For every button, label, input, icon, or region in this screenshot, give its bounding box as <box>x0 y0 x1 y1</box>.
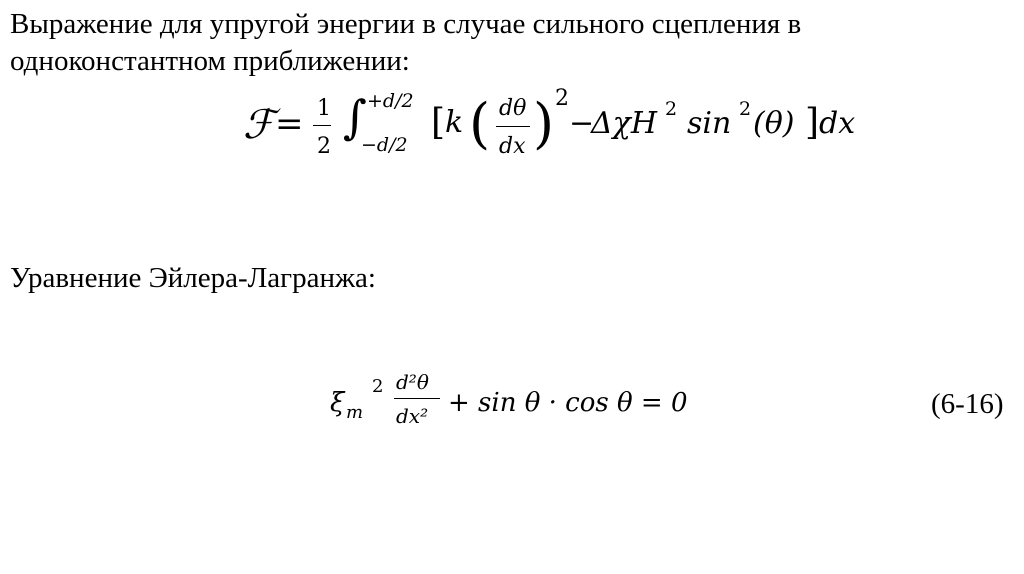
dx-differential: dx <box>819 106 856 141</box>
elastic-energy-formula <box>243 86 863 172</box>
elastic-constant-k: k <box>445 105 464 140</box>
delta-chi-h: ΔχH <box>591 106 658 141</box>
theta-argument: (θ) <box>753 106 795 141</box>
minus-sign: − <box>569 106 595 141</box>
open-bracket: [ <box>431 102 446 143</box>
close-bracket: ] <box>805 102 820 143</box>
derivative-denominator: dx <box>499 134 526 159</box>
integral-upper-limit: +d/2 <box>367 90 414 112</box>
xi-subscript: m <box>346 402 364 423</box>
derivative-fraction-bar <box>496 126 530 127</box>
sin-function: sin <box>687 106 732 141</box>
euler-lagrange-equation <box>330 368 750 438</box>
second-derivative-fraction-bar <box>394 398 440 399</box>
euler-lagrange-title: Уравнение Эйлера-Лагранжа: <box>10 262 376 294</box>
second-derivative-numerator: d²θ <box>396 370 429 394</box>
derivative-numerator: dθ <box>499 96 527 121</box>
free-energy-symbol: ℱ <box>243 102 275 148</box>
half-fraction-bar <box>313 125 331 126</box>
half-numerator: 1 <box>317 96 331 121</box>
sin-square-power: 2 <box>739 98 752 120</box>
integral-lower-limit: −d/2 <box>361 134 408 156</box>
equation-remainder: + sin θ · cos θ = 0 <box>448 388 688 418</box>
equals-sign: = <box>275 104 304 144</box>
xi-symbol: ξ <box>330 388 345 418</box>
intro-text: Выражение для упругой энергии в случае сильного сцепления в одноконстантном приближении: <box>10 8 802 77</box>
h-square-power: 2 <box>665 98 678 120</box>
close-paren: ) <box>533 92 555 155</box>
second-derivative-denominator: dx² <box>396 404 429 428</box>
integral-sign: ∫ <box>343 90 367 144</box>
open-paren: ( <box>469 92 491 155</box>
square-power: 2 <box>555 86 569 111</box>
half-denominator: 2 <box>317 134 331 159</box>
xi-power: 2 <box>372 376 384 397</box>
equation-number: (6-16) <box>931 388 1004 420</box>
